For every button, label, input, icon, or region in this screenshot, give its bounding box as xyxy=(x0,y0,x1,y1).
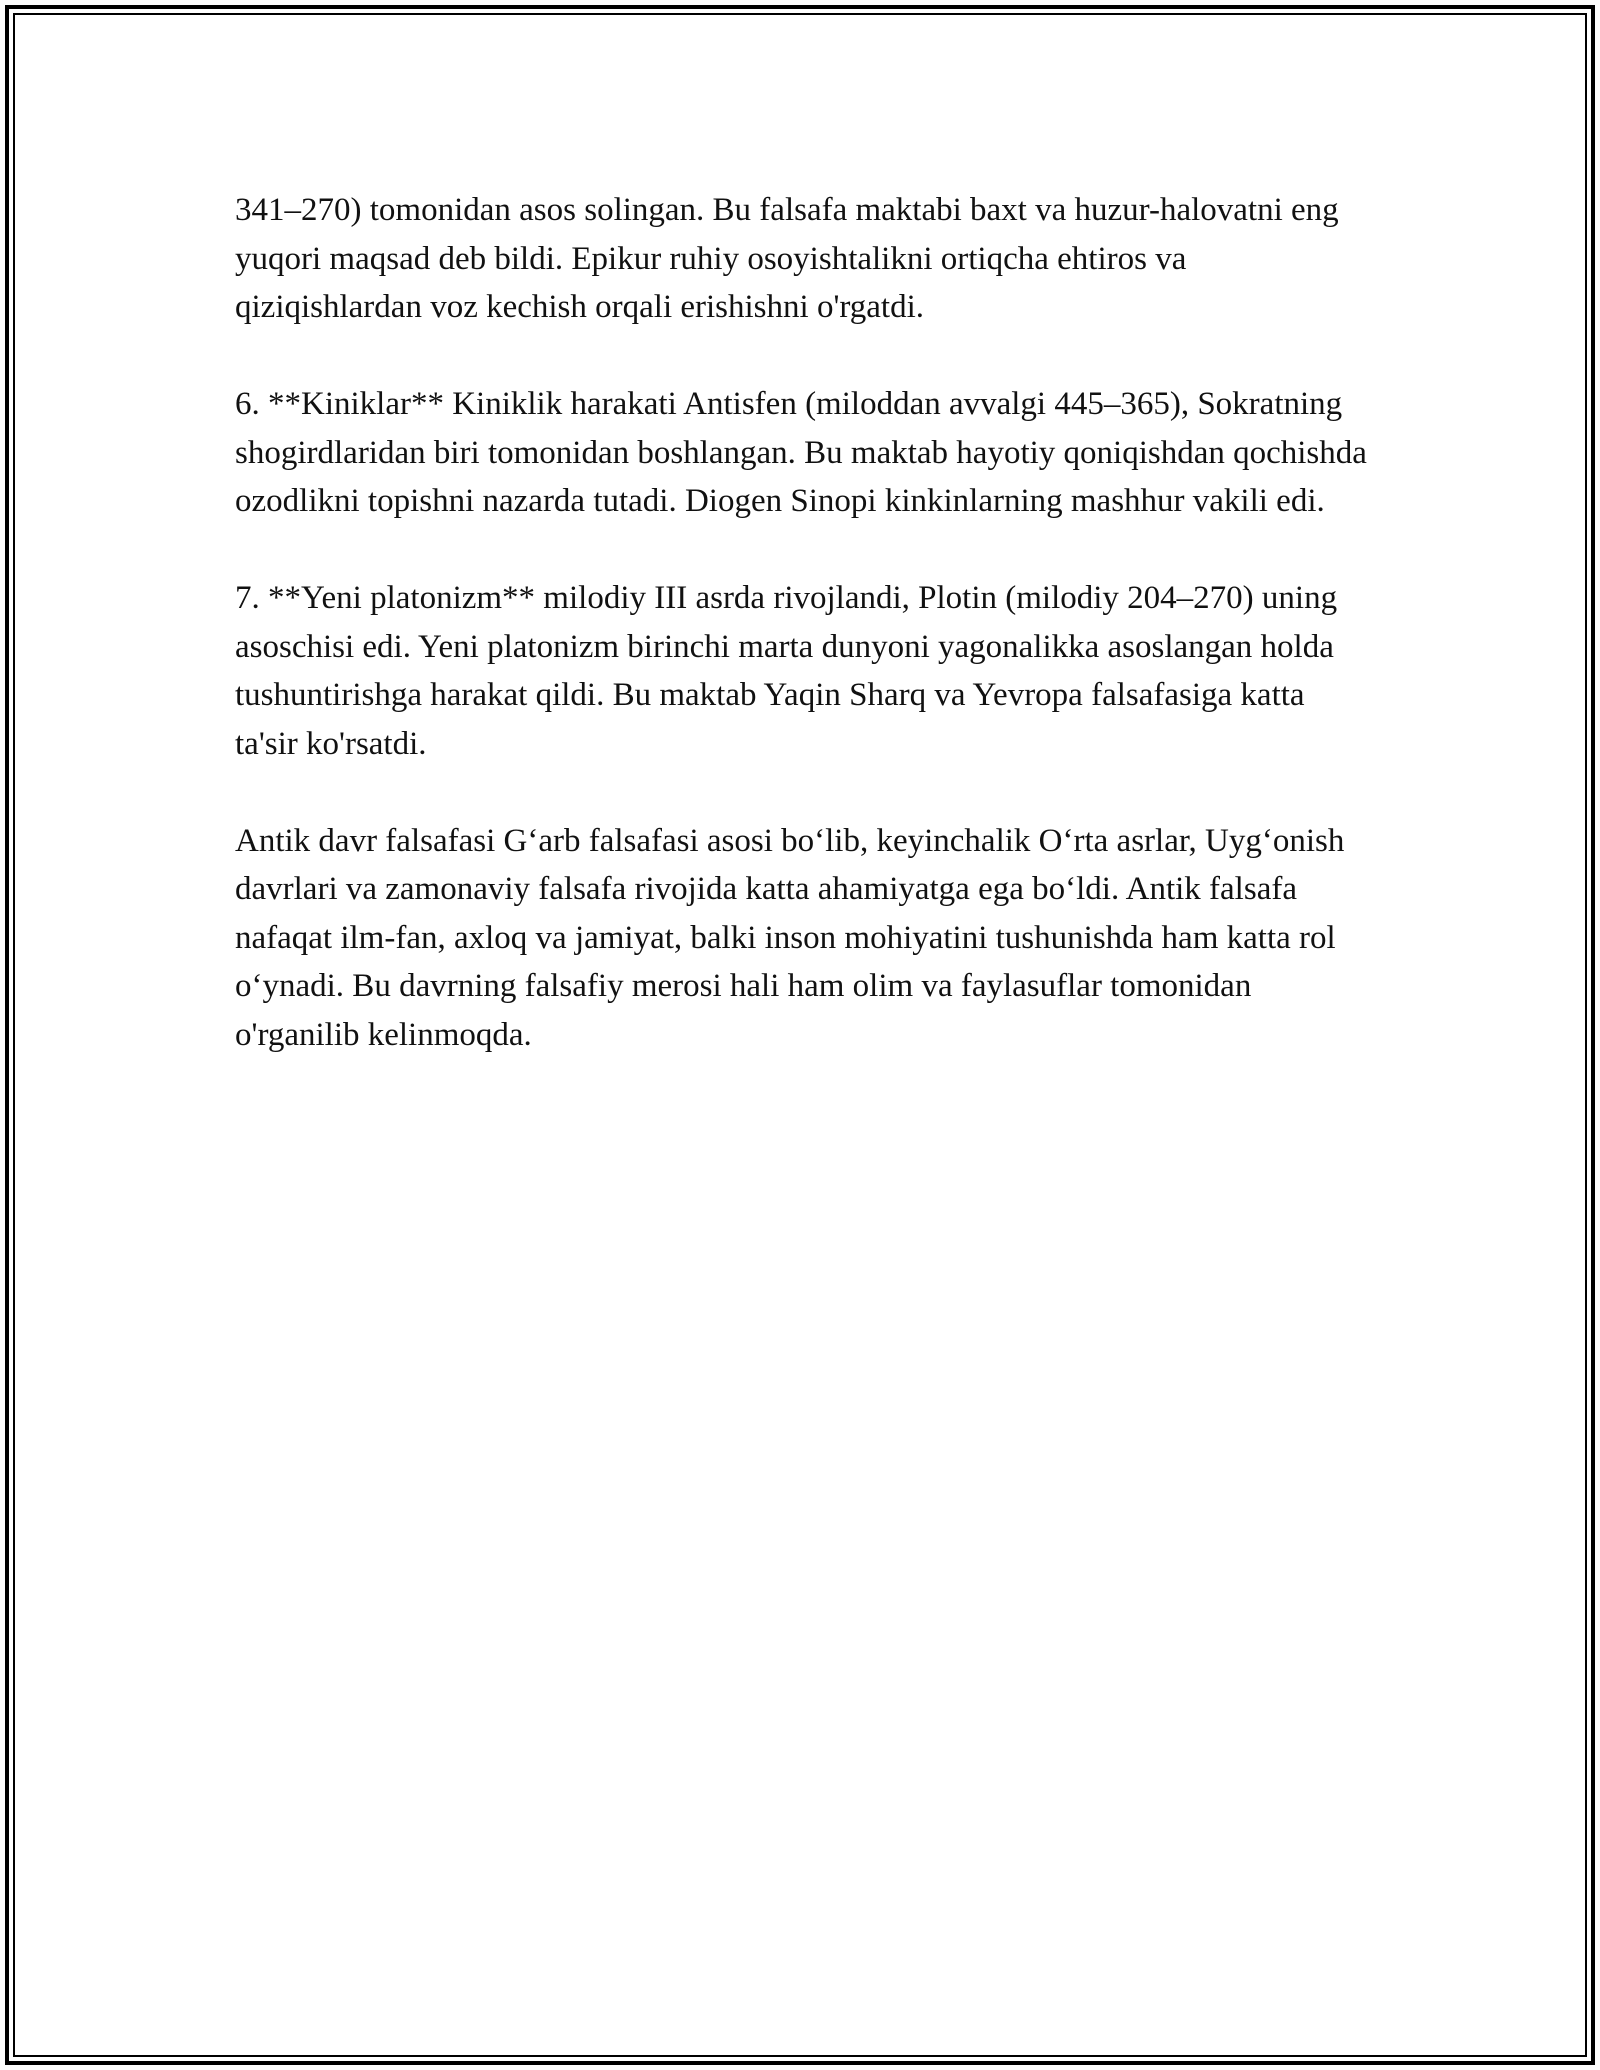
paragraph-yeni-platonizm: 7. **Yeni platonizm** milodiy III asrda rivojlandi, Plotin (milodiy 204–270) uning asoschisi edi. Yeni platonizm birinchi marta dunyoni yagonalikka asoslangan holda tushuntirishga harakat qildi. Bu maktab Yaqin Sharq va Yevropa falsafasiga katta ta'sir ko'rsatdi. xyxy=(235,580,1338,762)
paragraph-epikurchilar-continued: 341–270) tomonidan asos solingan. Bu falsafa maktabi baxt va huzur-halovatni eng yuqori maqsad deb bildi. Epikur ruhiy osoyishtalikni ortiqcha ehtiros va qiziqishlardan voz kechish orqali erishishni o'rgatdi. xyxy=(235,192,1339,325)
paragraph-conclusion: Antik davr falsafasi G‘arb falsafasi asosi bo‘lib, keyinchalik O‘rta asrlar, Uyg‘onish davrlari va zamonaviy falsafa rivojida katta ahamiyatga ega bo‘ldi. Antik falsafa nafaqat ilm-fan, axloq va jamiyat, balki inson mohiyatini tushunishda ham katta rol o‘ynadi. Bu davrning falsafiy merosi hali ham olim va faylasuflar tomonidan o'rganilib kelinmoqda. xyxy=(235,822,1345,1053)
paragraph-kiniklar: 6. **Kiniklar** Kiniklik harakati Antisfen (miloddan avvalgi 445–365), Sokratning shogirdlaridan biri tomonidan boshlangan. Bu maktab hayotiy qoniqishdan qochishda ozodlikni topishni nazarda tutadi. Diogen Sinopi kinkinlarning mashhur vakili edi. xyxy=(235,386,1367,519)
document-body xyxy=(235,186,1370,1108)
